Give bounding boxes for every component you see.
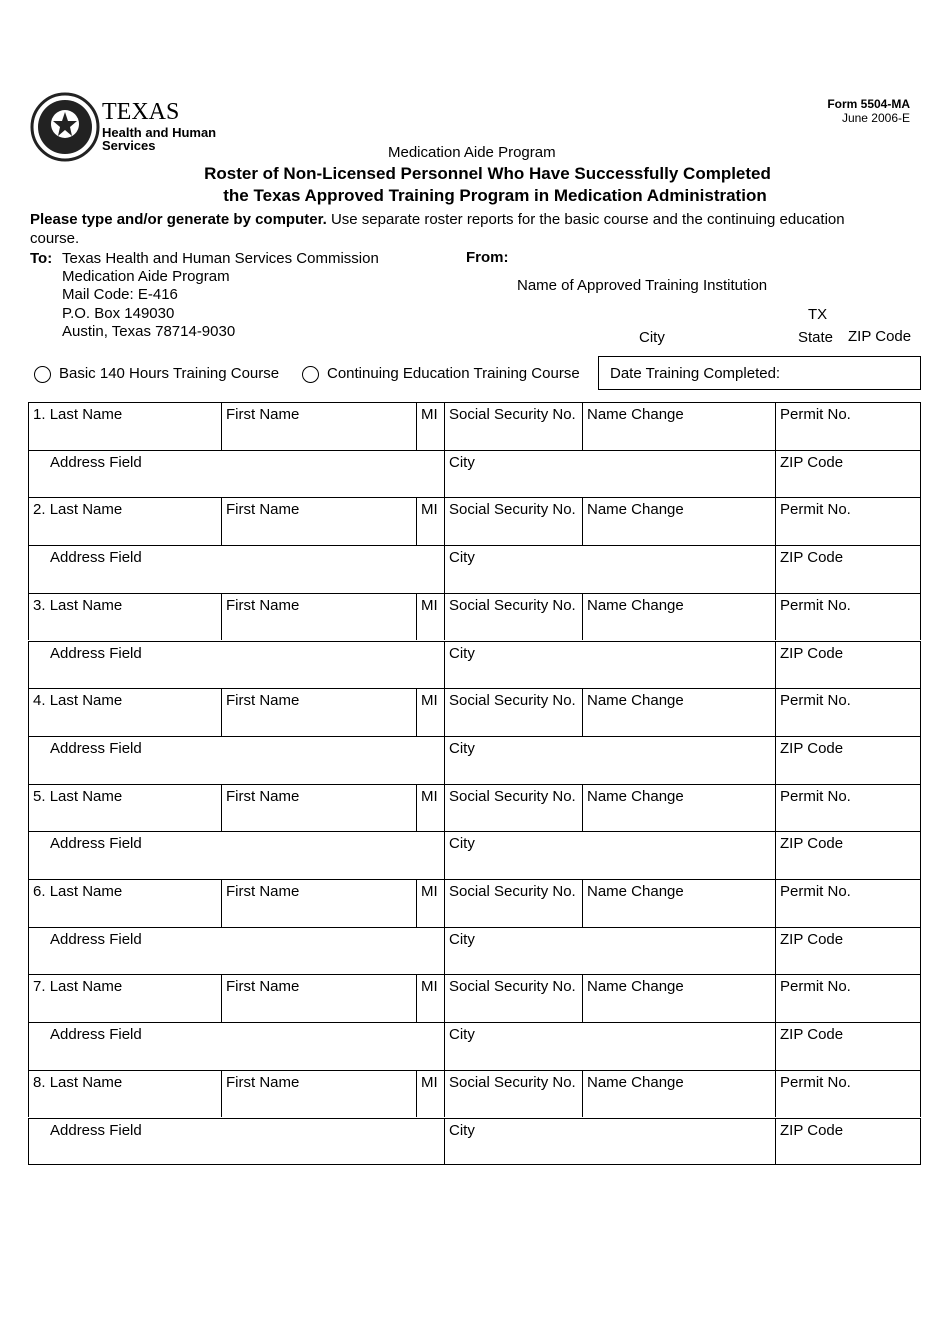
form-number: Form 5504-MA xyxy=(827,97,910,111)
logo-line2: Health and Human xyxy=(102,125,217,140)
ssn-field[interactable] xyxy=(444,880,582,927)
roster-name-row xyxy=(28,784,921,832)
first-name-field[interactable] xyxy=(221,1071,416,1118)
city-label: City xyxy=(449,644,475,662)
ssn-label: Social Security No. xyxy=(449,501,576,519)
city-label: City xyxy=(449,1026,475,1044)
record-number: 5. xyxy=(33,787,46,805)
city-label: City xyxy=(449,930,475,948)
zip-field[interactable] xyxy=(775,546,922,593)
institution-name-field[interactable]: Name of Approved Training Institution xyxy=(517,277,768,294)
last-name-field[interactable] xyxy=(29,689,221,736)
city-field[interactable] xyxy=(444,546,775,593)
ssn-label: Social Security No. xyxy=(449,1073,576,1091)
last-name-field[interactable] xyxy=(29,785,221,832)
zip-label: ZIP Code xyxy=(780,1026,844,1044)
address-label: Address Field xyxy=(50,644,142,662)
record-number: 6. xyxy=(33,883,46,900)
first-name-field[interactable] xyxy=(221,785,416,832)
to-address-line: Texas Health and Human Services Commission xyxy=(62,250,379,267)
ssn-field[interactable] xyxy=(444,498,582,545)
address-label: Address Field xyxy=(50,453,142,471)
mi-field[interactable] xyxy=(416,975,444,1022)
last-name-label: Last Name xyxy=(49,501,123,519)
address-label: Address Field xyxy=(50,549,142,567)
roster-name-row xyxy=(28,1070,921,1118)
permit-field[interactable] xyxy=(775,975,922,1022)
first-name-field[interactable] xyxy=(221,403,416,450)
mi-field[interactable] xyxy=(416,594,444,641)
city-field[interactable] xyxy=(444,642,775,689)
mi-label: MI xyxy=(421,692,438,710)
roster-address-row xyxy=(28,831,921,879)
name-change-label: Name Change xyxy=(587,787,684,805)
zip-field[interactable] xyxy=(775,451,922,498)
roster-name-row xyxy=(28,402,921,450)
ssn-label: Social Security No. xyxy=(449,978,576,996)
last-name-label: Last Name xyxy=(49,1073,123,1091)
from-zip-field[interactable]: ZIP Code xyxy=(848,328,912,345)
name-change-label: Name Change xyxy=(587,1073,684,1091)
city-field[interactable] xyxy=(444,451,775,498)
permit-label: Permit No. xyxy=(780,883,851,900)
first-name-label: First Name xyxy=(226,596,300,614)
ssn-label: Social Security No. xyxy=(449,883,576,900)
address-field[interactable] xyxy=(29,546,444,593)
zip-label: ZIP Code xyxy=(780,453,844,471)
continuing-course-radio[interactable] xyxy=(302,366,319,383)
address-label: Address Field xyxy=(50,1026,142,1044)
ssn-label: Social Security No. xyxy=(449,787,576,805)
from-state-label: State xyxy=(798,329,834,346)
first-name-label: First Name xyxy=(226,501,300,519)
mi-field[interactable] xyxy=(416,1071,444,1118)
zip-field[interactable] xyxy=(775,1023,922,1070)
address-field[interactable] xyxy=(29,832,444,879)
name-change-label: Name Change xyxy=(587,596,684,614)
address-field[interactable] xyxy=(29,737,444,784)
ssn-label: Social Security No. xyxy=(449,406,576,423)
ssn-field[interactable] xyxy=(444,975,582,1022)
basic-course-radio[interactable] xyxy=(34,366,51,383)
zip-field[interactable] xyxy=(775,832,922,879)
last-name-field[interactable] xyxy=(29,498,221,545)
city-label: City xyxy=(449,1121,475,1139)
permit-field[interactable] xyxy=(775,785,922,832)
roster-address-row xyxy=(28,1022,921,1070)
zip-label: ZIP Code xyxy=(780,1121,844,1139)
record-number: 7. xyxy=(33,978,46,996)
name-change-label: Name Change xyxy=(587,406,684,423)
zip-field[interactable] xyxy=(775,928,922,975)
roster-address-row xyxy=(28,1118,921,1166)
ssn-field[interactable] xyxy=(444,785,582,832)
roster-address-row xyxy=(28,450,921,498)
name-change-field[interactable] xyxy=(582,594,775,641)
first-name-label: First Name xyxy=(226,978,300,996)
basic-course-label[interactable]: Basic 140 Hours Training Course xyxy=(59,365,280,382)
record-number: 2. xyxy=(33,501,46,519)
ssn-field[interactable] xyxy=(444,403,582,450)
name-change-label: Name Change xyxy=(587,978,684,996)
last-name-field[interactable] xyxy=(29,403,221,450)
mi-label: MI xyxy=(421,1073,438,1091)
continuing-course-label[interactable]: Continuing Education Training Course xyxy=(327,365,580,382)
last-name-field[interactable] xyxy=(29,1071,221,1118)
last-name-label: Last Name xyxy=(49,978,123,996)
name-change-label: Name Change xyxy=(587,501,684,519)
from-label: From: xyxy=(466,249,509,266)
record-number: 4. xyxy=(33,692,46,710)
roster-name-row xyxy=(28,974,921,1022)
ssn-label: Social Security No. xyxy=(449,692,576,710)
program-name: Medication Aide Program xyxy=(388,144,556,161)
city-field[interactable] xyxy=(444,832,775,879)
roster-address-row xyxy=(28,545,921,593)
permit-label: Permit No. xyxy=(780,978,851,996)
date-completed-field[interactable] xyxy=(598,356,921,390)
address-field[interactable] xyxy=(29,451,444,498)
first-name-label: First Name xyxy=(226,692,300,710)
name-change-field[interactable] xyxy=(582,403,775,450)
last-name-field[interactable] xyxy=(29,594,221,641)
roster-name-row xyxy=(28,688,921,736)
first-name-label: First Name xyxy=(226,883,300,900)
mi-field[interactable] xyxy=(416,498,444,545)
address-label: Address Field xyxy=(50,739,142,757)
instructions-bold: Please type and/or generate by computer. xyxy=(30,211,327,228)
first-name-field[interactable] xyxy=(221,975,416,1022)
permit-label: Permit No. xyxy=(780,1073,851,1091)
zip-label: ZIP Code xyxy=(780,930,844,948)
title-line2: the Texas Approved Training Program in Medication Administration xyxy=(223,186,767,205)
last-name-field[interactable] xyxy=(29,975,221,1022)
permit-field[interactable] xyxy=(775,1071,922,1118)
permit-label: Permit No. xyxy=(780,406,851,423)
texas-seal-logo xyxy=(30,92,100,162)
instructions-text-cont: course. xyxy=(30,230,80,247)
ssn-field[interactable] xyxy=(444,1071,582,1118)
mi-field[interactable] xyxy=(416,689,444,736)
to-address-line: Medication Aide Program xyxy=(62,268,230,285)
zip-field[interactable] xyxy=(775,737,922,784)
permit-field[interactable] xyxy=(775,403,922,450)
last-name-field[interactable] xyxy=(29,880,221,927)
name-change-label: Name Change xyxy=(587,692,684,710)
permit-field[interactable] xyxy=(775,594,922,641)
city-field[interactable] xyxy=(444,737,775,784)
last-name-label: Last Name xyxy=(49,596,123,614)
first-name-label: First Name xyxy=(226,787,300,805)
city-label: City xyxy=(449,453,475,471)
zip-label: ZIP Code xyxy=(780,835,844,853)
address-label: Address Field xyxy=(50,1121,142,1139)
city-label: City xyxy=(449,549,475,567)
record-number: 1. xyxy=(33,406,46,423)
date-completed-label: Date Training Completed: xyxy=(610,365,781,382)
first-name-field[interactable] xyxy=(221,498,416,545)
permit-label: Permit No. xyxy=(780,692,851,710)
zip-label: ZIP Code xyxy=(780,549,844,567)
first-name-label: First Name xyxy=(226,406,300,423)
roster-address-row xyxy=(28,641,921,689)
first-name-label: First Name xyxy=(226,1073,300,1091)
roster-name-row xyxy=(28,879,921,927)
name-change-field[interactable] xyxy=(582,975,775,1022)
to-address-line: Mail Code: E-416 xyxy=(62,286,178,303)
last-name-label: Last Name xyxy=(49,406,123,423)
city-field[interactable] xyxy=(444,1023,775,1070)
address-field[interactable] xyxy=(29,1119,444,1165)
agency-logo-text xyxy=(102,100,216,152)
title-line1: Roster of Non-Licensed Personnel Who Have Successfully Completed xyxy=(204,164,771,183)
roster-name-row xyxy=(28,497,921,545)
form-date: June 2006-E xyxy=(841,111,910,125)
permit-label: Permit No. xyxy=(780,501,851,519)
to-address-line: Austin, Texas 78714-9030 xyxy=(62,323,236,340)
address-field[interactable] xyxy=(29,1023,444,1070)
mi-label: MI xyxy=(421,501,438,519)
mi-label: MI xyxy=(421,978,438,996)
permit-field[interactable] xyxy=(775,880,922,927)
instructions-text: Use separate roster reports for the basic course and the continuing education xyxy=(326,211,845,228)
from-city-field[interactable]: City xyxy=(639,329,665,346)
name-change-field[interactable] xyxy=(582,689,775,736)
ssn-field[interactable] xyxy=(444,594,582,641)
logo-texas: TEXAS xyxy=(102,99,180,125)
first-name-field[interactable] xyxy=(221,689,416,736)
roster-address-row xyxy=(28,736,921,784)
name-change-field[interactable] xyxy=(582,1071,775,1118)
city-label: City xyxy=(449,835,475,853)
city-field[interactable] xyxy=(444,928,775,975)
last-name-label: Last Name xyxy=(49,787,123,805)
record-number: 3. xyxy=(33,596,46,614)
last-name-label: Last Name xyxy=(49,692,123,710)
mi-field[interactable] xyxy=(416,880,444,927)
city-label: City xyxy=(449,739,475,757)
first-name-field[interactable] xyxy=(221,594,416,641)
zip-label: ZIP Code xyxy=(780,644,844,662)
mi-field[interactable] xyxy=(416,403,444,450)
to-label: To: xyxy=(30,250,53,267)
instructions xyxy=(30,211,845,228)
zip-field[interactable] xyxy=(775,642,922,689)
permit-field[interactable] xyxy=(775,498,922,545)
last-name-label: Last Name xyxy=(49,883,123,900)
to-address-line: P.O. Box 149030 xyxy=(62,305,175,322)
address-label: Address Field xyxy=(50,835,142,853)
mi-label: MI xyxy=(421,883,438,900)
ssn-field[interactable] xyxy=(444,689,582,736)
address-label: Address Field xyxy=(50,930,142,948)
address-field[interactable] xyxy=(29,642,444,689)
city-field[interactable] xyxy=(444,1119,775,1165)
permit-field[interactable] xyxy=(775,689,922,736)
name-change-field[interactable] xyxy=(582,785,775,832)
from-state-value: TX xyxy=(808,306,828,323)
first-name-field[interactable] xyxy=(221,880,416,927)
name-change-field[interactable] xyxy=(582,498,775,545)
roster-name-row xyxy=(28,593,921,641)
address-field[interactable] xyxy=(29,928,444,975)
roster-address-row xyxy=(28,927,921,975)
name-change-label: Name Change xyxy=(587,883,684,900)
mi-label: MI xyxy=(421,787,438,805)
mi-field[interactable] xyxy=(416,785,444,832)
permit-label: Permit No. xyxy=(780,787,851,805)
logo-line3: Services xyxy=(102,138,156,153)
mi-label: MI xyxy=(421,596,438,614)
ssn-label: Social Security No. xyxy=(449,596,576,614)
mi-label: MI xyxy=(421,406,438,423)
permit-label: Permit No. xyxy=(780,596,851,614)
record-number: 8. xyxy=(33,1073,46,1091)
zip-label: ZIP Code xyxy=(780,739,844,757)
name-change-field[interactable] xyxy=(582,880,775,927)
zip-field[interactable] xyxy=(775,1119,922,1165)
